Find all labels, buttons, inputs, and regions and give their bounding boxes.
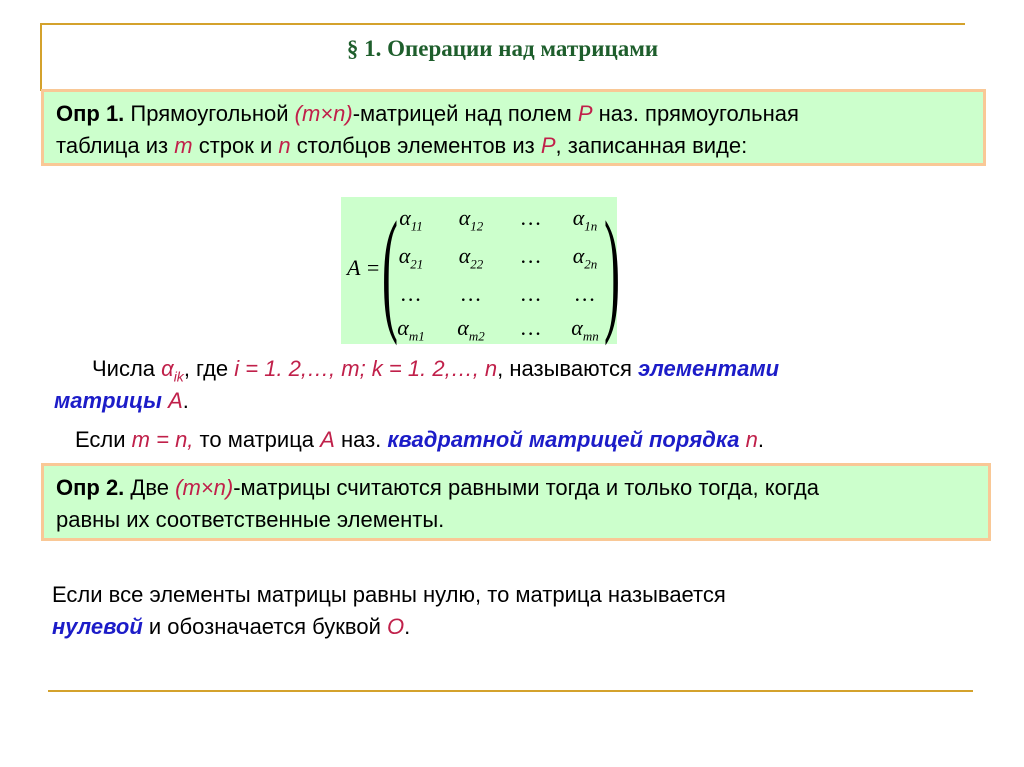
cell-index: m1 — [408, 328, 425, 344]
text: -матрицей над полем — [352, 101, 578, 126]
bottom-divider — [48, 690, 973, 692]
math: ik — [173, 368, 184, 385]
cell-base: α — [458, 205, 471, 230]
cell-index: 21 — [410, 256, 424, 272]
zero-line-1: Если все элементы матрицы равны нулю, то матрица называется — [52, 582, 726, 607]
term: матрицы — [54, 388, 169, 413]
math: O — [386, 614, 405, 639]
math: m = n, — [131, 427, 194, 452]
matrix-cell — [555, 205, 615, 234]
text: Две — [124, 475, 176, 500]
matrix-cell — [501, 315, 561, 344]
right-paren: ) — [603, 193, 621, 346]
matrix-cell — [381, 243, 441, 272]
math: n — [278, 133, 291, 158]
cell-base: α — [399, 205, 411, 230]
math: (m×n) — [294, 101, 353, 126]
math: P — [577, 101, 593, 126]
math: (m×n) — [175, 475, 234, 500]
cell-base: α — [398, 243, 411, 268]
text: . — [182, 388, 189, 413]
term: элементами — [637, 356, 780, 381]
matrix-cell — [441, 243, 501, 272]
matrix-cell — [441, 281, 501, 310]
definition-1 — [41, 89, 986, 166]
text: наз. — [334, 427, 388, 452]
cell-base: … — [461, 281, 481, 306]
text: таблица из — [56, 133, 175, 158]
text: то матрица — [193, 427, 321, 452]
math: n — [745, 427, 758, 452]
text: . — [757, 427, 765, 452]
text: строк и — [192, 133, 279, 158]
math: α — [161, 356, 174, 381]
math: A — [320, 427, 335, 452]
cell-base: α — [572, 243, 585, 268]
matrix-cell — [501, 281, 561, 310]
cell-base: … — [521, 243, 541, 268]
matrix-cell — [555, 315, 615, 344]
term: нулевой — [52, 614, 143, 639]
cell-base: α — [572, 205, 585, 230]
cell-index: mn — [582, 328, 599, 344]
definition-2 — [41, 463, 991, 541]
matrix-cell — [441, 205, 501, 234]
top-divider — [40, 23, 965, 25]
matrix-cell — [555, 243, 615, 272]
text: . — [404, 614, 411, 639]
matrix-cell — [381, 205, 441, 234]
matrix-cell — [555, 281, 615, 310]
cell-index: 2n — [584, 256, 598, 272]
elements-line-1 — [92, 356, 779, 384]
def1-label: Опр 1. — [56, 101, 125, 126]
cell-index: 1n — [584, 218, 598, 234]
text: Прямоугольной — [124, 101, 295, 126]
text: , называются — [497, 356, 638, 381]
def2-label: Опр 2. — [56, 475, 125, 500]
math: i = 1. 2,…, m; k = 1. 2,…, n — [234, 356, 498, 381]
text: Если — [75, 427, 132, 452]
math: m — [174, 133, 193, 158]
cell-index: 11 — [410, 218, 423, 234]
math: A — [168, 388, 183, 413]
cell-base: α — [397, 315, 409, 340]
cell-index: 22 — [470, 256, 484, 272]
text: , записанная виде: — [555, 133, 748, 158]
matrix-cell — [441, 315, 501, 344]
text: и обозначается буквой — [142, 614, 387, 639]
text: -матрицы считаются равными тогда и только тогда, когда — [233, 475, 820, 500]
cell-base: α — [457, 315, 469, 340]
cell-base: … — [401, 281, 421, 306]
cell-base: α — [571, 315, 583, 340]
text: равны их соответственные элементы. — [56, 507, 445, 532]
term: квадратной матрицей порядка — [387, 427, 746, 452]
matrix-cell — [501, 205, 561, 234]
cell-base: … — [521, 315, 541, 340]
cell-base: α — [458, 243, 471, 268]
zero-line-2 — [52, 614, 410, 640]
cell-base: … — [521, 281, 541, 306]
matrix-cell — [381, 281, 441, 310]
text: наз. прямоугольная — [592, 101, 799, 126]
matrix-formula — [341, 193, 621, 346]
slide-title: § 1. Операции над матрицами — [346, 36, 659, 61]
cell-base: … — [521, 205, 541, 230]
square-matrix-line — [75, 427, 764, 453]
cell-index: 12 — [470, 218, 484, 234]
matrix-cell — [501, 243, 561, 272]
elements-line-2 — [54, 388, 189, 414]
matrix-lhs: A = — [347, 255, 381, 280]
matrix-cell — [381, 315, 441, 344]
text: , где — [183, 356, 235, 381]
cell-index: m2 — [468, 328, 485, 344]
math: P — [540, 133, 556, 158]
cell-base: … — [575, 281, 595, 306]
text: столбцов элементов из — [290, 133, 541, 158]
text: Числа — [92, 356, 162, 381]
left-paren: ( — [381, 193, 399, 346]
